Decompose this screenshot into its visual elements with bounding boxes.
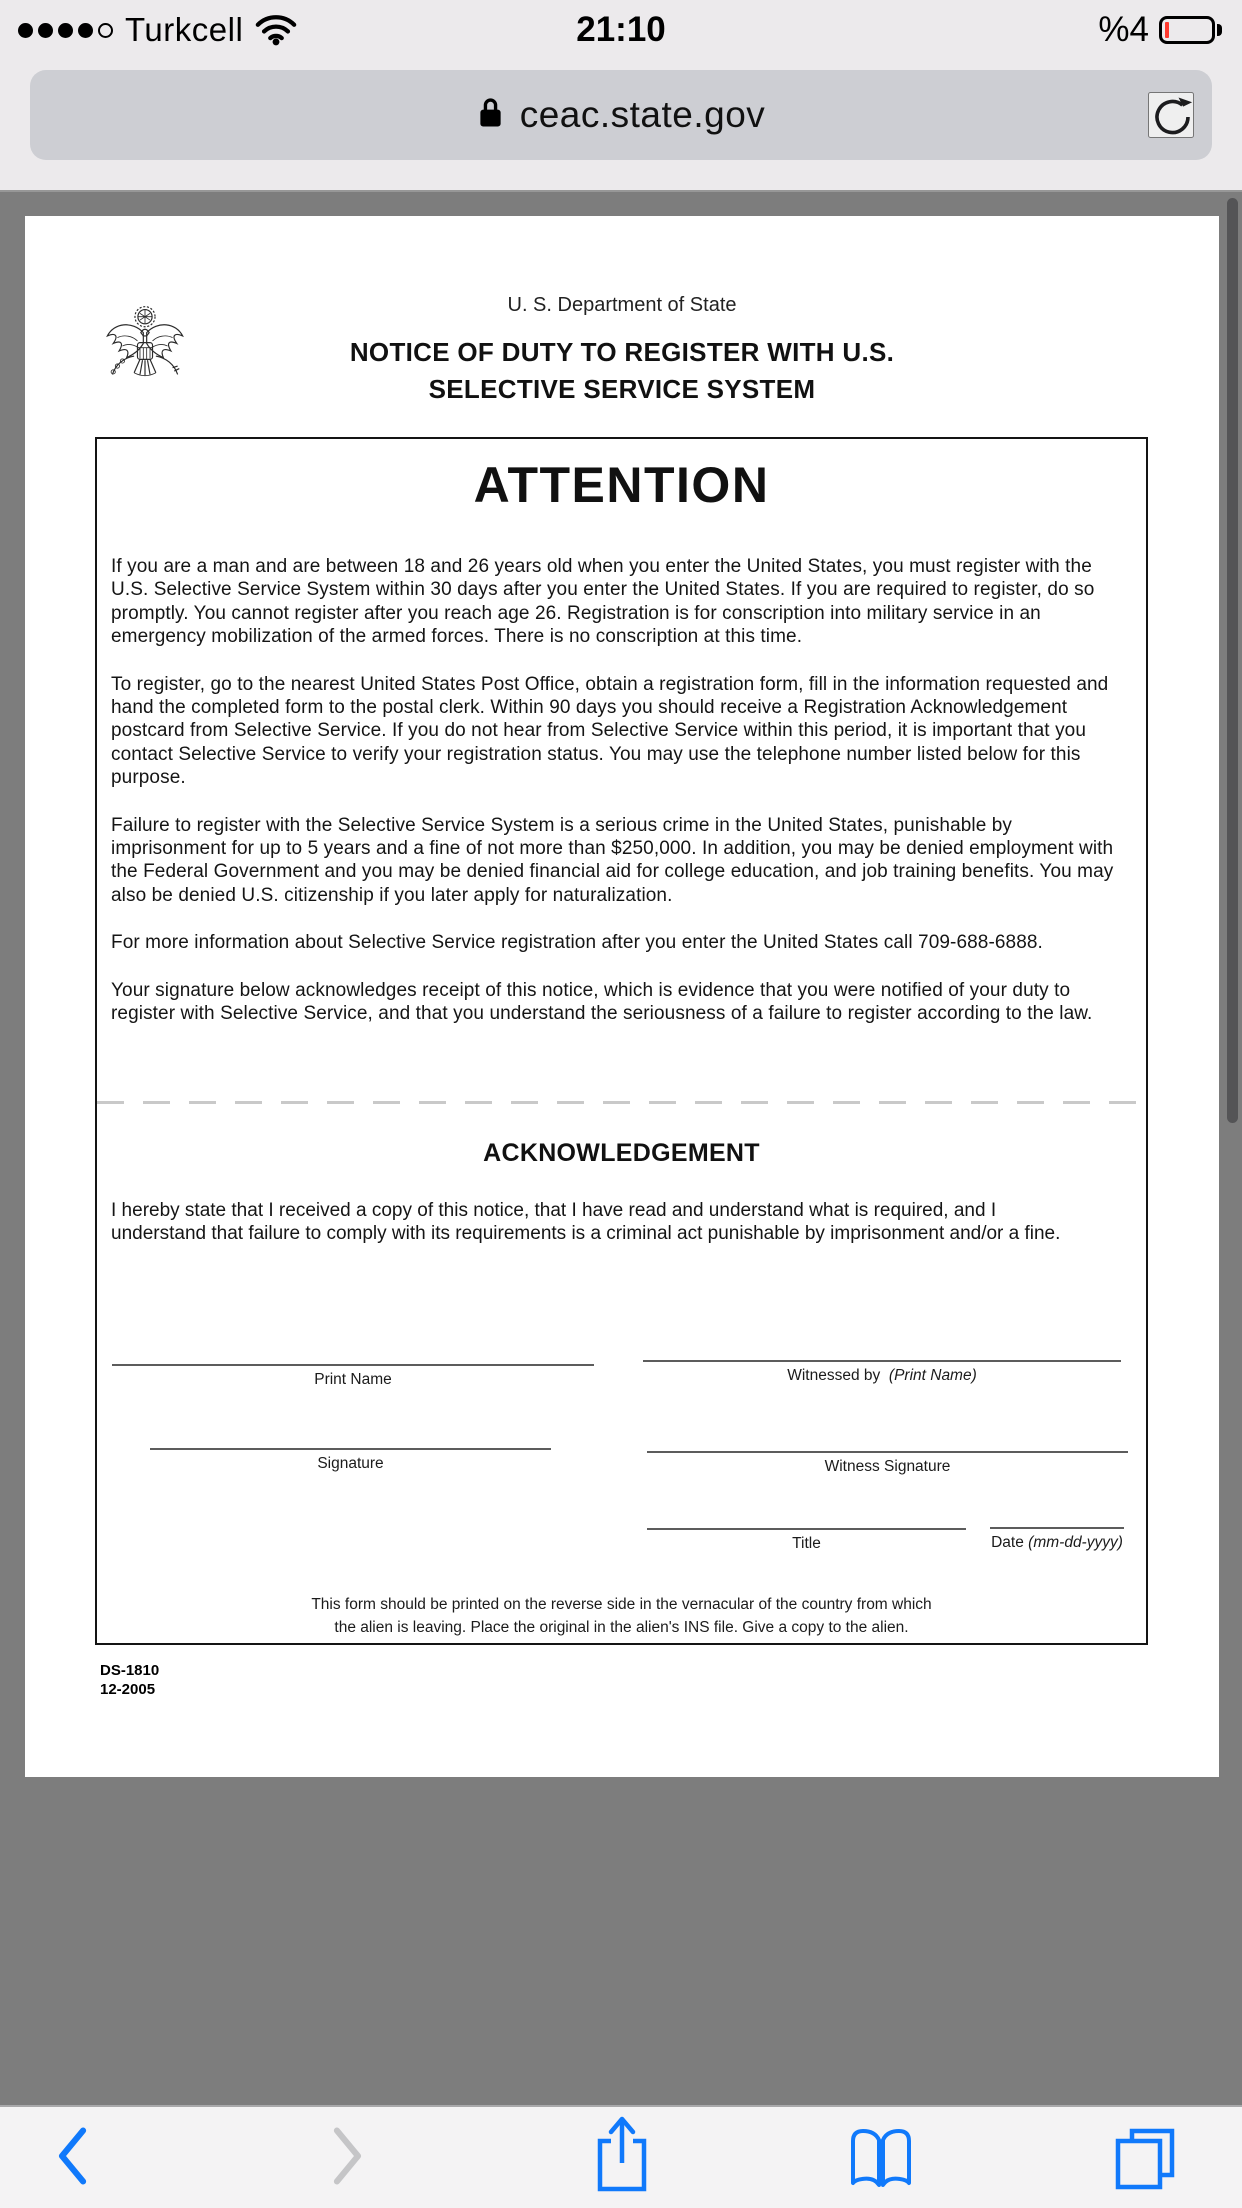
date-format-hint: (mm-dd-yyyy): [1028, 1534, 1123, 1551]
witnessed-by-hint: (Print Name): [888, 1367, 977, 1384]
document-title-line1: NOTICE OF DUTY TO REGISTER WITH U.S.: [349, 337, 895, 367]
web-content-area: [0, 192, 1242, 2105]
print-name-line: [112, 1364, 594, 1366]
document-page: [25, 216, 1219, 1777]
scrollbar[interactable]: [1227, 198, 1238, 1123]
form-number: DS-1810 12-2005: [100, 1662, 160, 1698]
agency-name: U. S. Department of State: [507, 294, 737, 316]
clock: 21:10: [576, 10, 666, 49]
browser-toolbar: [0, 2105, 1242, 2208]
footer-note: This form should be printed on the reverse side in the vernacular of the country from which the alien is leaving. Place the original in the alien's INS file. Give a copy to the alien.: [311, 1596, 932, 1636]
witness-signature-label: Witness Signature: [824, 1458, 951, 1475]
title-label: Title: [792, 1535, 821, 1552]
share-icon[interactable]: [592, 2113, 652, 2198]
forward-icon[interactable]: [328, 2125, 368, 2190]
witnessed-by-line: [643, 1360, 1121, 1362]
status-bar: [0, 0, 1242, 60]
document-title: [25, 334, 1219, 408]
browser-chrome: [0, 0, 1242, 192]
document-title-line2: SELECTIVE SERVICE SYSTEM: [428, 374, 816, 404]
battery-percent: %4: [1098, 10, 1149, 49]
lock-icon: [477, 95, 504, 136]
signature-line: [150, 1448, 551, 1450]
attention-box: [95, 437, 1148, 1645]
witness-signature-line: [647, 1451, 1128, 1453]
attention-body: [97, 555, 1146, 1026]
dashed-divider: [97, 1101, 1146, 1104]
date-label: Date (mm-dd-yyyy): [991, 1534, 1123, 1551]
witnessed-by-label: Witnessed by (Print Name): [787, 1367, 977, 1384]
url-field[interactable]: [30, 70, 1212, 160]
title-line: [647, 1528, 966, 1530]
attention-paragraph: Your signature below acknowledges receipt of this notice, which is evidence that you were notified of your duty to register with Selective Service, and that you understand the seriousness of a failure to register according to the law.: [111, 979, 1093, 1025]
reload-icon[interactable]: [1148, 92, 1194, 138]
attention-paragraph: For more information about Selective Service registration after you enter the United States call 709-688-6888.: [111, 932, 1043, 954]
acknowledgement-heading: ACKNOWLEDGEMENT: [483, 1139, 760, 1167]
attention-paragraph: To register, go to the nearest United States Post Office, obtain a registration form, fill in the information requested and hand the completed form to the postal clerk. Within 90 days you should receive a Registration Acknowledgement postcard from Selective Service. If you do not hear from Selective Service within this period, it is important that you contact Selective Service to verify your registration status. You may use the telephone number listed below for this purpose.: [111, 673, 1109, 789]
attention-paragraph: If you are a man and are between 18 and 26 years old when you enter the United States, you must register with the U.S. Selective Service System within 30 days after you enter the United States. If you are required to register, do so promptly. You cannot register after you reach age 26. Registration is for conscription into military service in an emergency mobilization of the armed forces. There is no conscription at this time.: [111, 556, 1095, 648]
signature-label: Signature: [317, 1455, 384, 1472]
acknowledgement-body: I hereby state that I received a copy of this notice, that I have read and understand what is required, and I understand that failure to comply with its requirements is a criminal act punishable by imprisonment and/or a fine.: [111, 1200, 1061, 1245]
print-name-label: Print Name: [314, 1371, 392, 1388]
carrier-name: Turkcell: [125, 11, 244, 48]
battery-level-fill: [1165, 22, 1169, 38]
attention-paragraph: Failure to register with the Selective Service System is a serious crime in the United States, punishable by imprisonment for up to 5 years and a fine of not more than $250,000. In addition, you may be denied employment with the Federal Government and you may be denied financial aid for college education, and job training benefits. You may also be denied U.S. citizenship if you later apply for naturalization.: [111, 814, 1114, 906]
address-bar: [0, 60, 1242, 190]
bookmarks-icon[interactable]: [848, 2127, 914, 2190]
back-icon[interactable]: [52, 2125, 92, 2190]
battery-icon: [1159, 16, 1222, 44]
url-text: ceac.state.gov: [519, 94, 766, 135]
attention-heading: ATTENTION: [473, 457, 770, 513]
date-line: [990, 1527, 1124, 1529]
tabs-icon[interactable]: [1112, 2125, 1178, 2194]
